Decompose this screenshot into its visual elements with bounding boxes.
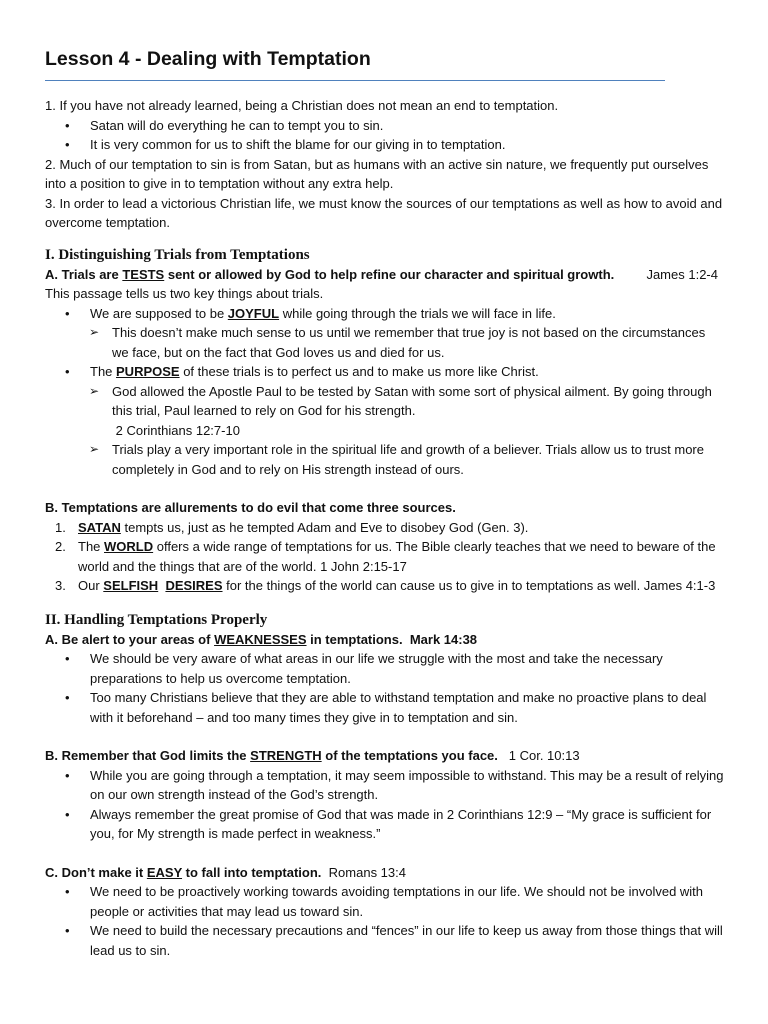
point-a-note: This passage tells us two key things about trials.: [45, 286, 324, 301]
intro-paragraph-1: 1. If you have not already learned, being a Christian does not mean an end to temptation.: [45, 98, 559, 113]
list-item: • We should be very aware of what areas in our life we struggle with the most and take the necessary preparations to help us overcome temptation.: [45, 649, 724, 688]
keyword: SATAN: [78, 519, 121, 535]
trials-bullet-list: [45, 304, 724, 480]
keyword: TESTS: [122, 266, 165, 282]
keyword: SELFISH: [103, 578, 159, 593]
keyword: PURPOSE: [116, 364, 180, 379]
page-title: Lesson 4 - Dealing with Temptation: [45, 48, 371, 70]
list-item: 1. SATAN tempts us, just as he tempted Adam and Eve to disobey God (Gen. 3).: [55, 519, 529, 535]
scripture-reference: Mark 14:38: [409, 631, 478, 647]
sub-list-item: ➢ This doesn’t make much sense to us until we remember that true joy is not based on the circumstances we face, but on the fact that God loves us and died for us.: [45, 323, 724, 362]
list-item: • We are supposed to be JOYFUL while going through the trials we will face in life.: [45, 304, 724, 324]
list-item: 3. Our SELFISH DESIRES for the things of the world can cause us to give in to temptations as well. James 4:1-3: [55, 578, 716, 593]
point-a-text: A. Trials are TESTS sent or allowed by God to help refine our character and spiritual growth.: [45, 266, 615, 282]
title-divider: [45, 80, 665, 81]
section-1-point-a: [45, 265, 724, 285]
intro-bullet-list: [45, 116, 724, 155]
intro-paragraph-2: 2. Much of our temptation to sin is from Satan, but as humans with an active sin nature, we frequently put ourselves into a position to give in to temptation without any extra help.: [45, 156, 709, 191]
keyword: WORLD: [104, 539, 154, 554]
scripture-reference: Romans 13:4: [328, 864, 406, 880]
section-2-point-c: C. Don’t make it EASY to fall into temptation. Romans 13:4: [45, 864, 406, 880]
scripture-reference: James 1:2-4: [646, 266, 718, 282]
list-item: • Too many Christians believe that they are able to withstand temptation and make no proactive plans to deal with it beforehand – and too many times they give in to temptation and sin.: [45, 688, 724, 727]
section-2-point-a: A. Be alert to your areas of WEAKNESSES in temptations. Mark 14:38: [45, 631, 478, 647]
section-2-point-b: B. Remember that God limits the STRENGTH of the temptations you face. 1 Cor. 10:13: [45, 748, 580, 763]
easy-bullet-list: [45, 882, 724, 960]
list-item: • Satan will do everything he can to tempt you to sin.: [45, 116, 724, 136]
weakness-bullet-list: [45, 649, 724, 727]
scripture-reference: 1 Cor. 10:13: [508, 748, 580, 763]
section-1-point-b: B. Temptations are allurements to do evil that come three sources.: [45, 500, 456, 515]
scripture-reference: 2 Corinthians 12:7-10: [115, 422, 240, 438]
strength-bullet-list: [45, 766, 724, 844]
list-item: 2. The WORLD offers a wide range of temptations for us. The Bible clearly teaches that we need to beware of the world and the things that are of the world. 1 John 2:15-17: [55, 539, 716, 574]
temptation-sources-list: [45, 518, 724, 596]
list-item: • It is very common for us to shift the blame for our giving in to temptation.: [45, 135, 724, 155]
list-item: • We need to build the necessary precautions and “fences” in our life to keep us away from those things that will lead us to sin.: [45, 921, 724, 960]
keyword: JOYFUL: [227, 305, 280, 321]
keyword: WEAKNESSES: [214, 631, 307, 647]
keyword: DESIRES: [165, 578, 223, 593]
section-1-heading: I. Distinguishing Trials from Temptations: [45, 246, 310, 263]
section-2-heading: II. Handling Temptations Properly: [45, 611, 268, 628]
list-item: • We need to be proactively working towards avoiding temptations in our life. We should not be involved with people or activities that may lead us toward sin.: [45, 882, 724, 921]
list-item: • The PURPOSE of these trials is to perfect us and to make us more like Christ.: [45, 362, 724, 382]
list-item: • Always remember the great promise of God that was made in 2 Corinthians 12:9 – “My grace is sufficient for you, for My strength is made perfect in weakness.”: [45, 805, 724, 844]
list-item: • While you are going through a temptation, it may seem impossible to withstand. This may be a result of relying on our own strength instead of the God’s strength.: [45, 766, 724, 805]
intro-paragraph-3: 3. In order to lead a victorious Christian life, we must know the sources of our temptations as well as how to avoid and overcome temptation.: [45, 195, 723, 230]
keyword: EASY: [146, 864, 183, 880]
sub-list-item: ➢ Trials play a very important role in the spiritual life and growth of a believer. Trials allow us to trust more completely in God and to rely on His strength instead of ours.: [45, 440, 724, 479]
keyword: STRENGTH: [250, 748, 322, 763]
sub-list-item: ➢ God allowed the Apostle Paul to be tested by Satan with some sort of physical ailment. By going through this trial, Paul learned to rely on God for his strength.: [45, 382, 724, 421]
